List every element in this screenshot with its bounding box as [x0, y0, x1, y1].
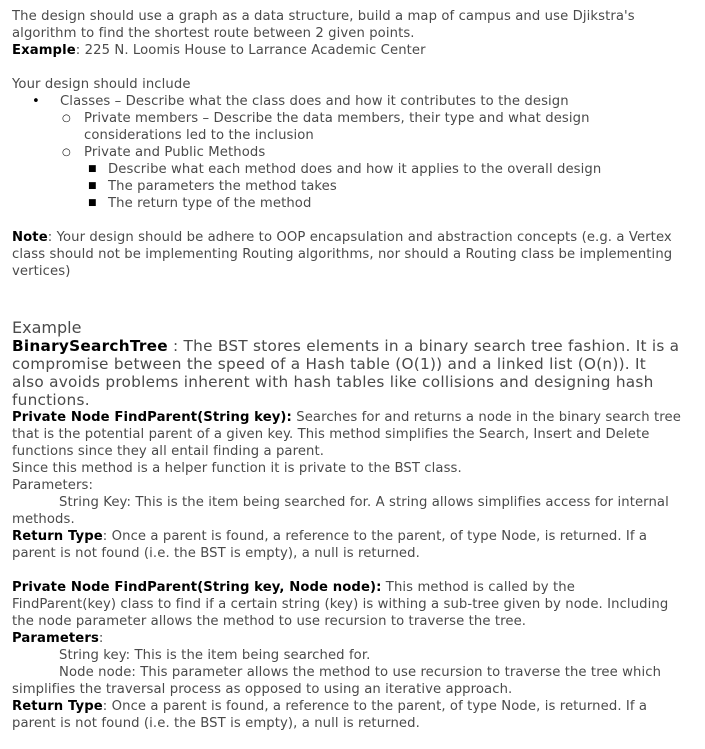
circle-bullet-icon: ○ — [62, 113, 71, 124]
list-item-methods: ○ Private and Public Methods — [62, 145, 266, 160]
method1-private-note: Since this method is a helper function it is private to the BST class. — [12, 461, 462, 476]
method2-description: This method is called by the FindParent(key) class to find if a certain string (key) is withing a sub-tree given by node. Including the node parameter allows the method to use recursion to traverse the tree. — [12, 580, 669, 629]
method2-return-text: : Once a parent is found, a reference to the parent, of type Node, is returned. If a parent is not found (i.e. the BST is empty), a null is returned. — [12, 699, 648, 731]
list-item-method-parameters: ■ The parameters the method takes — [88, 179, 337, 194]
method1-description: Searches for and returns a node in the binary search tree that is the potential parent of a given key. This method simplifies the Search, Insert and Delete functions since they all entail finding a parent. — [12, 410, 681, 459]
method1-return-label: Return Type — [12, 529, 103, 544]
method2-parameters-label: Parameters: — [12, 631, 104, 646]
method2-paragraph — [12, 579, 682, 630]
example-text: : 225 N. Loomis House to Larrance Academic Center — [75, 43, 426, 58]
bst-text: : The BST stores elements in a binary search tree fashion. It is a compromise between the speed of a Hash table (O(1)) and a linked list (O(n)). It also avoids problems inherent with hash tables like collisions and designing hash functions. — [12, 337, 680, 409]
method1-return — [12, 528, 682, 562]
document-body — [12, 8, 682, 732]
list-item-classes: • Classes – Describe what the class does and how it contributes to the design — [32, 94, 569, 109]
method2-return-label: Return Type — [12, 699, 103, 714]
method2-return — [12, 698, 682, 732]
include-heading: Your design should include — [12, 77, 191, 92]
bullet-icon: • — [32, 94, 40, 109]
method2-parameter-key: String key: This is the item being searched for. — [59, 648, 371, 663]
method1-paragraph — [12, 409, 682, 460]
method1-parameters-label: Parameters: — [12, 478, 94, 493]
method1-signature: Private Node FindParent(String key): — [12, 410, 292, 425]
bst-label: BinarySearchTree — [12, 337, 168, 355]
note-label: Note — [12, 230, 48, 245]
square-bullet-icon: ■ — [88, 164, 97, 174]
example-label: Example — [12, 43, 76, 58]
include-list — [12, 93, 682, 212]
list-item-method-return: ■ The return type of the method — [88, 196, 312, 211]
intro-text: The design should use a graph as a data structure, build a map of campus and use Djikstra's algorithm to find the shortest route between 2 given points. — [12, 9, 635, 41]
note-paragraph — [12, 229, 682, 280]
method1-return-text: : Once a parent is found, a reference to the parent, of type Node, is returned. If a parent is not found (i.e. the BST is empty), a null is returned. — [12, 529, 648, 561]
note-text: : Your design should be adhere to OOP encapsulation and abstraction concepts (e.g. a Vertex class should not be implementing Routing algorithms, nor should a Routing class be implementing vertices) — [12, 230, 673, 279]
square-bullet-icon: ■ — [88, 181, 97, 191]
bst-paragraph — [12, 337, 682, 409]
method1-parameter: String Key: This is the item being searched for. A string allows simplifies access for internal methods. — [12, 495, 669, 527]
square-bullet-icon: ■ — [88, 198, 97, 208]
method2-signature: Private Node FindParent(String key, Node node): — [12, 580, 382, 595]
list-item-method-describe: ■ Describe what each method does and how it applies to the overall design — [88, 162, 602, 177]
method2-parameter-node: Node node: This parameter allows the method to use recursion to traverse the tree which simplifies the traversal process as opposed to using an iterative approach. — [12, 665, 662, 697]
intro-paragraph — [12, 8, 682, 59]
circle-bullet-icon: ○ — [62, 147, 71, 158]
list-item-private-members: ○ Private members – Describe the data members, their type and what design considerations led to the inclusion — [62, 111, 590, 143]
example-heading: Example — [12, 318, 82, 337]
